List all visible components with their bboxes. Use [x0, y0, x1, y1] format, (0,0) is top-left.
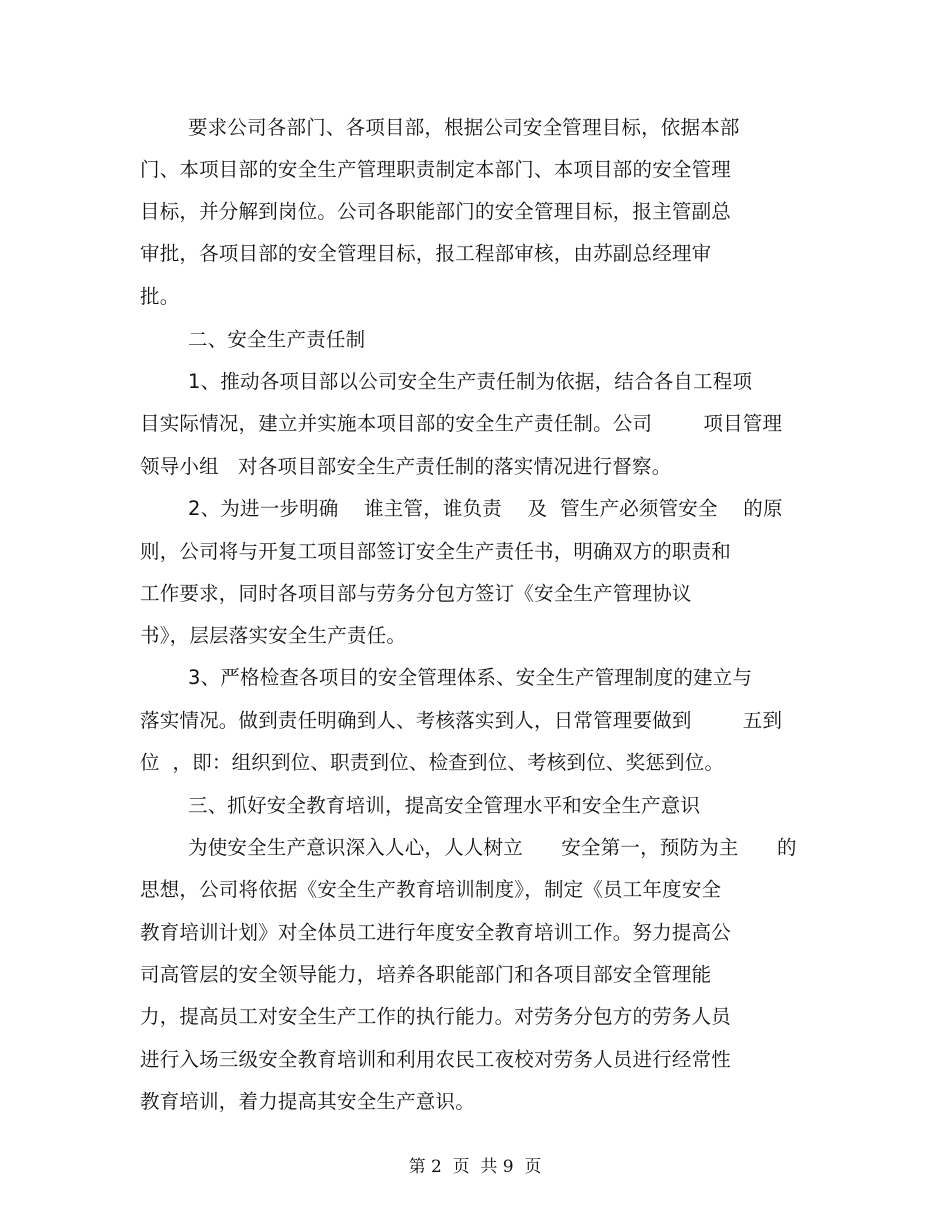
- paragraph-line: 教育培训，着力提高其安全生产意识。: [140, 1090, 475, 1113]
- paragraph-line: 为使安全生产意识深入人心，人人树立 安全第一，预防为主 的: [188, 836, 797, 859]
- paragraph-line: 位 ，即：组织到位、职责到位、检查到位、考核到位、奖惩到位。: [140, 751, 725, 774]
- page-number-footer: 第 2 页 共 9 页: [408, 1157, 542, 1177]
- paragraph-line: 司高管层的安全领导能力，培养各职能部门和各项目部安全管理能: [140, 963, 712, 986]
- section-heading: 三、抓好安全教育培训，提高安全管理水平和安全生产意识: [188, 794, 701, 817]
- paragraph-line: 目实际情况，建立并实施本项目部的安全生产责任制。公司 项目管理: [140, 412, 783, 435]
- paragraph-line: 目标，并分解到岗位。公司各职能部门的安全管理目标，报主管副总: [140, 200, 732, 223]
- paragraph-line: 进行入场三级安全教育培训和利用农民工夜校对劳务人员进行经常性: [140, 1048, 732, 1071]
- paragraph-line: 3、严格检查各项目的安全管理体系、安全生产管理制度的建立与: [188, 666, 753, 689]
- paragraph-line: 书》，层层落实安全生产责任。: [140, 624, 407, 647]
- paragraph-line: 批。: [140, 285, 180, 308]
- paragraph-line: 门、本项目部的安全生产管理职责制定本部门、本项目部的安全管理: [140, 158, 732, 181]
- paragraph-line: 要求公司各部门、各项目部，根据公司安全管理目标，依据本部: [188, 116, 740, 139]
- paragraph-line: 思想，公司将依据《安全生产教育培训制度》，制定《员工年度安全: [140, 878, 722, 901]
- paragraph-line: 审批，各项目部的安全管理目标，报工程部审核，由苏副总经理审: [140, 242, 712, 265]
- paragraph-line: 教育培训计划》对全体员工进行年度安全教育培训工作。努力提高公: [140, 921, 732, 944]
- paragraph-line: 则，公司将与开复工项目部签订安全生产责任书，明确双方的职责和: [140, 540, 732, 563]
- paragraph-line: 2、为进一步明确 谁主管，谁负责 及 管生产必须管安全 的原: [188, 497, 783, 520]
- section-heading: 二、安全生产责任制: [188, 328, 366, 351]
- paragraph-line: 工作要求，同时各项目部与劳务分包方签订《安全生产管理协议: [140, 582, 692, 605]
- paragraph-line: 力，提高员工对安全生产工作的执行能力。对劳务分包方的劳务人员: [140, 1005, 732, 1028]
- paragraph-line: 落实情况。做到责任明确到人、考核落实到人，日常管理要做到 五到: [140, 709, 783, 732]
- paragraph-line: 1、推动各项目部以公司安全生产责任制为依据，结合各自工程项: [188, 370, 753, 393]
- paragraph-line: 领导小组 对各项目部安全生产责任制的落实情况进行督察。: [140, 455, 672, 478]
